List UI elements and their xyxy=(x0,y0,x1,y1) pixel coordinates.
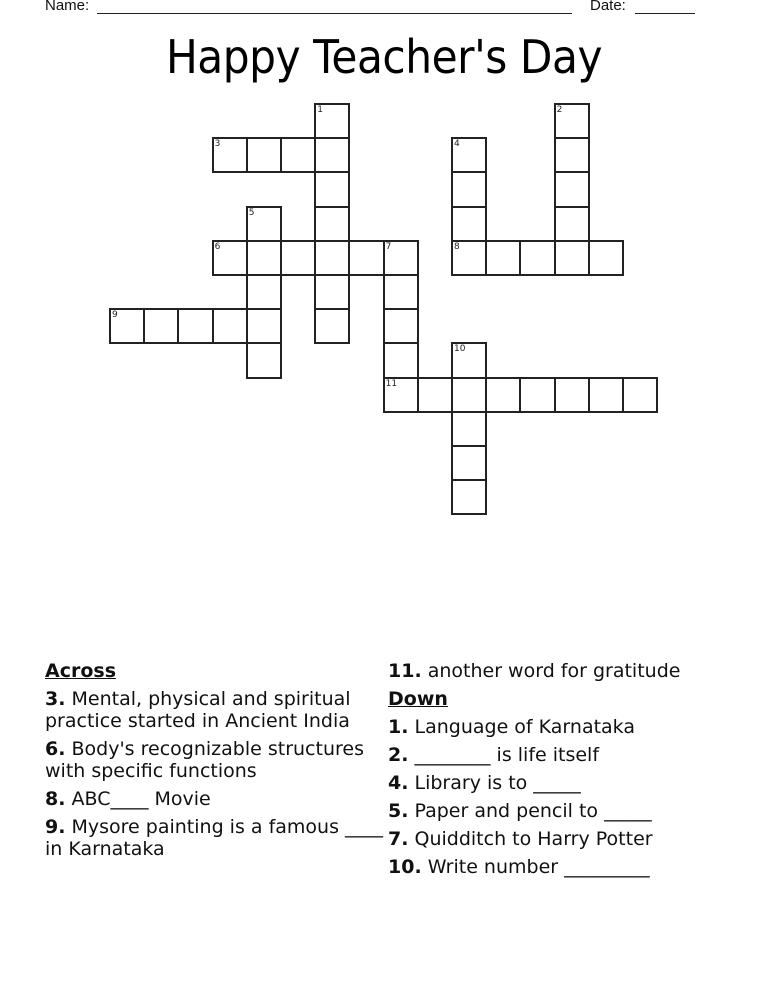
crossword-cell[interactable] xyxy=(554,377,590,413)
crossword-cell[interactable] xyxy=(451,137,487,173)
crossword-cell[interactable] xyxy=(451,445,487,481)
crossword-cell[interactable] xyxy=(622,377,658,413)
clue-number: 6 xyxy=(214,241,221,252)
crossword-cell[interactable] xyxy=(143,308,179,344)
clue-number: 1 xyxy=(317,105,323,115)
date-label: Date: xyxy=(590,0,626,14)
clue-number: 10 xyxy=(454,344,466,355)
crossword-cell[interactable] xyxy=(314,206,350,242)
crossword-cell[interactable] xyxy=(451,411,487,447)
crossword-cell[interactable] xyxy=(383,274,419,310)
clue-across-3: 3. Mental, physical and spiritual practice started in Ancient India xyxy=(45,688,351,732)
crossword-cell[interactable] xyxy=(451,377,487,413)
clue-down-10: 10. Write number _________ xyxy=(388,856,650,878)
clue-number: 9 xyxy=(112,310,118,321)
date-blank-line xyxy=(635,13,695,14)
clues-left-column xyxy=(45,660,390,866)
crossword-cell[interactable] xyxy=(314,274,350,310)
crossword-cell[interactable] xyxy=(519,240,555,276)
crossword-cell[interactable] xyxy=(554,206,590,242)
crossword-cell[interactable] xyxy=(246,240,282,276)
crossword-cell[interactable] xyxy=(451,171,487,207)
crossword-cell[interactable] xyxy=(383,377,419,413)
clue-number: 5 xyxy=(248,207,255,218)
crossword-cell[interactable] xyxy=(383,308,419,344)
clues-right-column xyxy=(388,660,728,884)
crossword-grid xyxy=(110,104,660,524)
crossword-cell[interactable] xyxy=(212,308,248,344)
crossword-cell[interactable] xyxy=(485,377,521,413)
crossword-cell[interactable] xyxy=(212,240,248,276)
crossword-cell[interactable] xyxy=(280,137,316,173)
crossword-cell[interactable] xyxy=(554,137,590,173)
across-heading: Across xyxy=(45,660,117,682)
clue-number: 2 xyxy=(556,105,563,115)
clue-down-1: 1. Language of Karnataka xyxy=(388,716,635,738)
crossword-cell[interactable] xyxy=(554,171,590,207)
clue-across-6: 6. Body's recognizable structures with specific functions xyxy=(45,738,364,782)
clue-across-8: 8. ABC____ Movie xyxy=(45,788,211,810)
crossword-cell[interactable] xyxy=(314,137,350,173)
crossword-cell[interactable] xyxy=(212,137,248,173)
crossword-cell[interactable] xyxy=(246,342,282,378)
worksheet-header xyxy=(0,0,768,17)
crossword-cell[interactable] xyxy=(451,206,487,242)
clue-down-2: 2. ________ is life itself xyxy=(388,744,600,766)
crossword-cell[interactable] xyxy=(485,240,521,276)
clue-across-11: 11. another word for gratitude xyxy=(388,660,681,682)
clue-across-9: 9. Mysore painting is a famous ____ in Karnataka xyxy=(45,816,384,860)
clue-down-5: 5. Paper and pencil to _____ xyxy=(388,800,652,822)
clue-down-4: 4. Library is to _____ xyxy=(388,772,581,794)
crossword-cell[interactable] xyxy=(246,308,282,344)
clue-number: 3 xyxy=(214,139,221,150)
crossword-cell[interactable] xyxy=(451,342,487,378)
crossword-cell[interactable] xyxy=(451,240,487,276)
clue-number: 11 xyxy=(385,378,398,389)
crossword-cell[interactable] xyxy=(383,240,419,276)
crossword-cell[interactable] xyxy=(246,274,282,310)
name-blank-line xyxy=(97,13,572,14)
crossword-cell[interactable] xyxy=(109,308,145,344)
crossword-cell[interactable] xyxy=(588,377,624,413)
crossword-cell[interactable] xyxy=(554,103,590,139)
crossword-cell[interactable] xyxy=(314,103,350,139)
crossword-cell[interactable] xyxy=(451,479,487,515)
crossword-cell[interactable] xyxy=(246,206,282,242)
crossword-cell[interactable] xyxy=(177,308,213,344)
clue-number: 8 xyxy=(454,241,460,252)
crossword-cell[interactable] xyxy=(314,240,350,276)
down-heading: Down xyxy=(388,688,448,710)
crossword-cell[interactable] xyxy=(554,240,590,276)
crossword-cell[interactable] xyxy=(519,377,555,413)
clue-down-7: 7. Quidditch to Harry Potter xyxy=(388,828,653,850)
page-title: Happy Teacher's Day xyxy=(165,30,603,84)
name-label: Name: xyxy=(45,0,90,14)
crossword-cell[interactable] xyxy=(314,308,350,344)
crossword-cell[interactable] xyxy=(314,171,350,207)
crossword-cell[interactable] xyxy=(417,377,453,413)
clue-number: 4 xyxy=(454,139,460,150)
crossword-cell[interactable] xyxy=(383,342,419,378)
crossword-cell[interactable] xyxy=(348,240,384,276)
clue-number: 7 xyxy=(385,241,392,252)
crossword-cell[interactable] xyxy=(588,240,624,276)
crossword-cell[interactable] xyxy=(280,240,316,276)
crossword-cell[interactable] xyxy=(246,137,282,173)
